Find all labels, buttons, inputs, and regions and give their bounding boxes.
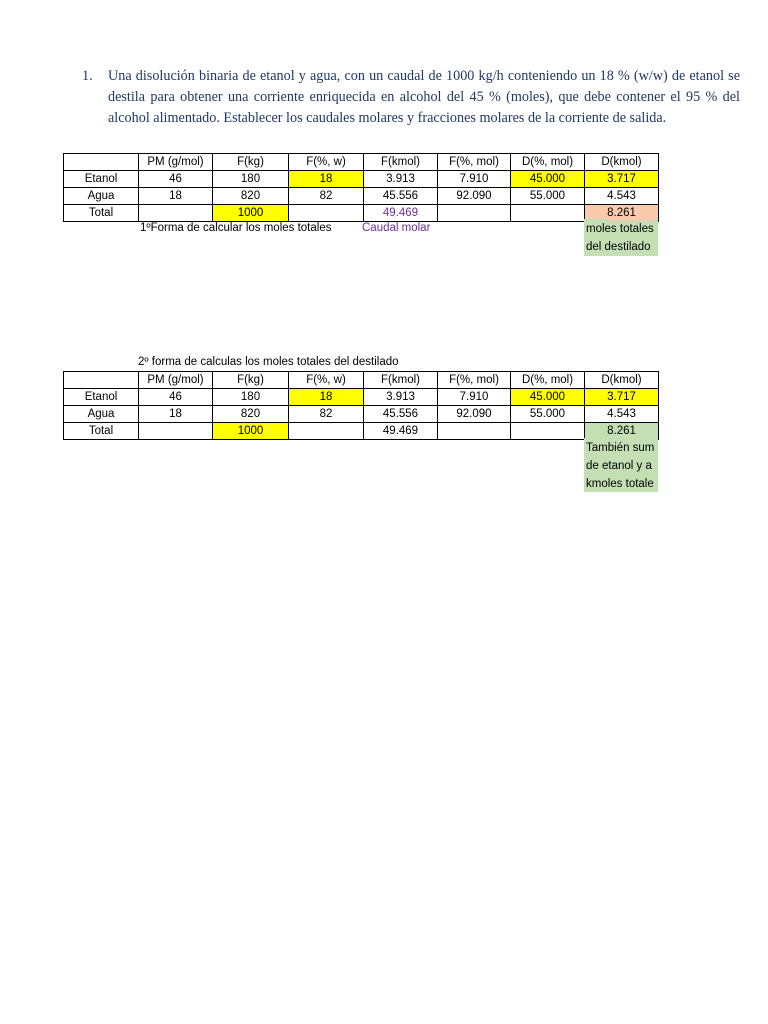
table-cell — [511, 205, 585, 222]
table-cell: 45.556 — [364, 406, 438, 423]
column-header: D(kmol) — [585, 372, 659, 389]
side-note-line: del destilado — [586, 241, 651, 253]
table-cell: 49.469 — [364, 205, 438, 222]
problem-text: Una disolución binaria de etanol y agua, con un caudal de 1000 kg/h conteniendo un 18 % (w/w) de etanol se destila para obtener una corriente enriquecida en alcohol del 45 % (moles), que debe contener el 95 % del alcohol alimentado. Establecer los caudales molares y fracciones molares de la corriente de salida. — [108, 68, 740, 126]
table-second-method — [63, 371, 659, 440]
table-cell: 18 — [139, 406, 213, 423]
table-cell — [289, 423, 364, 440]
row-label-cell: Total — [64, 423, 139, 440]
side-note-line: También sum — [586, 442, 655, 454]
table-cell: 18 — [289, 171, 364, 188]
table-cell: 46 — [139, 389, 213, 406]
table-cell: 8.261 — [585, 423, 659, 440]
table-cell: 1000 — [213, 423, 289, 440]
table-cell: 18 — [289, 389, 364, 406]
table-cell: 7.910 — [438, 389, 511, 406]
table-cell: 18 — [139, 188, 213, 205]
table-cell: 82 — [289, 406, 364, 423]
table-cell — [438, 205, 511, 222]
table-cell: 49.469 — [364, 423, 438, 440]
table-cell: 3.913 — [364, 171, 438, 188]
column-header: D(kmol) — [585, 154, 659, 171]
table-header-row — [64, 154, 659, 171]
column-header: F(%, mol) — [438, 372, 511, 389]
table-cell — [139, 423, 213, 440]
distillate-total-moles-note — [584, 219, 658, 256]
table-first-method-body — [64, 154, 659, 222]
table-cell: 55.000 — [511, 406, 585, 423]
table-cell: 3.913 — [364, 389, 438, 406]
column-header: D(%, mol) — [511, 372, 585, 389]
problem-statement — [82, 66, 740, 129]
side-note-line: moles totales — [586, 223, 654, 235]
table-cell: 45.000 — [511, 171, 585, 188]
table-cell: 92.090 — [438, 188, 511, 205]
table-cell: 7.910 — [438, 171, 511, 188]
column-header: F(%, w) — [289, 372, 364, 389]
column-header: PM (g/mol) — [139, 154, 213, 171]
table-cell: 46 — [139, 171, 213, 188]
problem-number: 1. — [82, 68, 93, 84]
table-cell — [139, 205, 213, 222]
table-header-row — [64, 372, 659, 389]
second-method-caption: 2º forma de calculas los moles totales del destilado — [138, 356, 399, 368]
table-row — [64, 205, 659, 222]
table-cell: 45.556 — [364, 188, 438, 205]
table-cell: 82 — [289, 188, 364, 205]
column-header: PM (g/mol) — [139, 372, 213, 389]
side-note-line: kmoles totale — [586, 478, 654, 490]
table-cell: 8.261 — [585, 205, 659, 222]
column-header — [64, 154, 139, 171]
column-header — [64, 372, 139, 389]
table-cell: 3.717 — [585, 171, 659, 188]
table-cell: 820 — [213, 188, 289, 205]
row-label-cell: Etanol — [64, 171, 139, 188]
row-label-cell: Agua — [64, 406, 139, 423]
table-second-method-body — [64, 372, 659, 440]
table-first-method — [63, 153, 659, 222]
column-header: F(%, w) — [289, 154, 364, 171]
row-label-cell: Etanol — [64, 389, 139, 406]
table-cell: 180 — [213, 389, 289, 406]
table-cell: 92.090 — [438, 406, 511, 423]
table-row — [64, 423, 659, 440]
column-header: F(kmol) — [364, 154, 438, 171]
table-cell: 4.543 — [585, 406, 659, 423]
table-cell: 45.000 — [511, 389, 585, 406]
table-cell: 180 — [213, 171, 289, 188]
table-row — [64, 389, 659, 406]
first-method-note: 1ºForma de calcular los moles totales — [140, 222, 332, 234]
column-header: F(%, mol) — [438, 154, 511, 171]
table-cell: 55.000 — [511, 188, 585, 205]
table-cell: 3.717 — [585, 389, 659, 406]
table-cell: 4.543 — [585, 188, 659, 205]
molar-flow-note: Caudal molar — [362, 222, 431, 234]
column-header: F(kg) — [213, 372, 289, 389]
table-row — [64, 406, 659, 423]
column-header: D(%, mol) — [511, 154, 585, 171]
row-label-cell: Agua — [64, 188, 139, 205]
table-cell — [511, 423, 585, 440]
column-header: F(kg) — [213, 154, 289, 171]
side-note-line: de etanol y a — [586, 460, 652, 472]
table-row — [64, 171, 659, 188]
table-cell — [438, 423, 511, 440]
column-header: F(kmol) — [364, 372, 438, 389]
table-cell: 1000 — [213, 205, 289, 222]
sum-explanation-note — [584, 438, 658, 492]
table-cell: 820 — [213, 406, 289, 423]
table-row — [64, 188, 659, 205]
table-cell — [289, 205, 364, 222]
row-label-cell: Total — [64, 205, 139, 222]
